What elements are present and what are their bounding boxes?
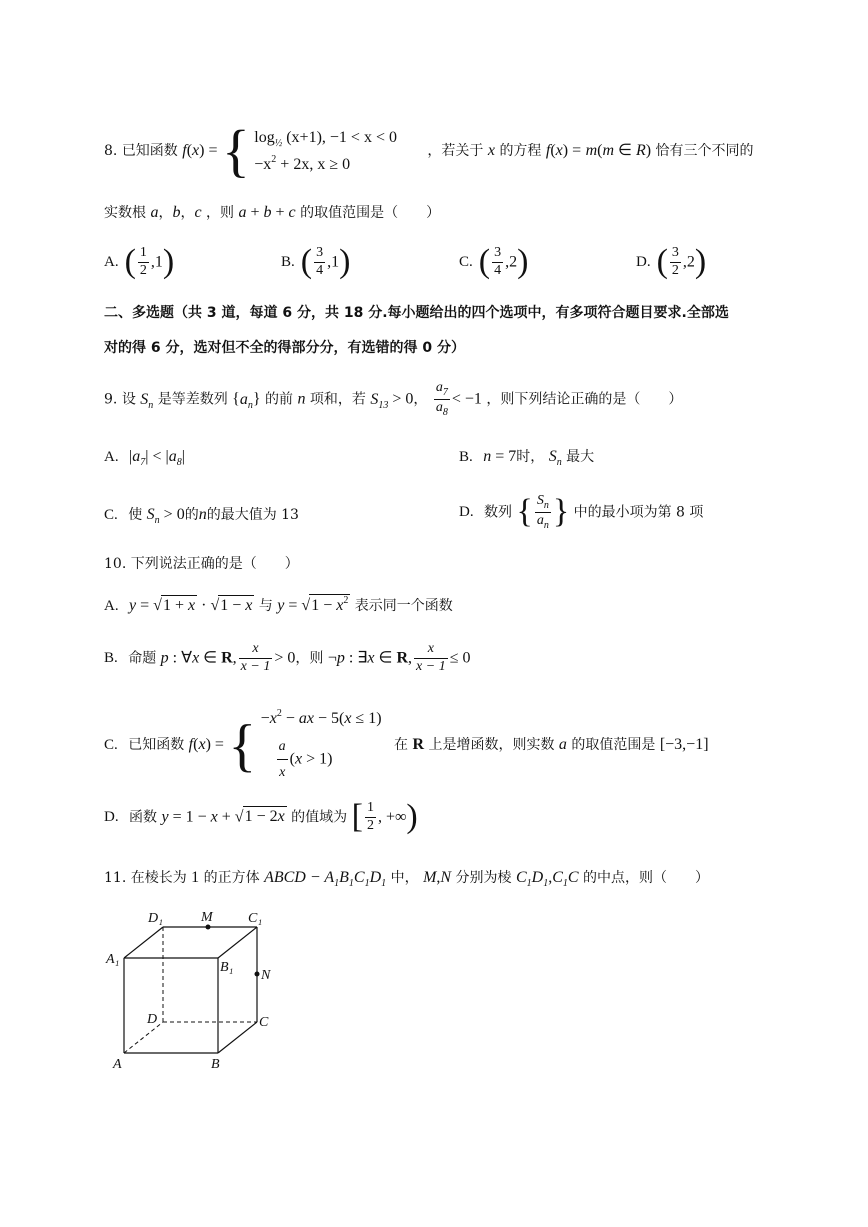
label-m: M	[201, 910, 213, 925]
edge-a-d	[124, 1022, 163, 1053]
q8-line2: 实数根 a，b，c ，则 a + b + c 的取值范围是（ ）	[104, 204, 441, 221]
q8-stem-a: 已知函数	[121, 142, 178, 159]
label-c1: C₁	[248, 911, 263, 926]
q8-piecewise: $\log_{\frac{1}{2}} (x+1)$, −1 < x < 0 $-x^2 + 2x$, x ≥ 0	[254, 128, 397, 173]
q8-piece1: log	[254, 128, 275, 146]
section2-line2: 对的得 6 分，选对但不全的得部分分，有选错的得 0 分）	[104, 340, 465, 356]
q9-option-d[interactable]: D. 数列 { $\frac{S_n}{a_n}$ } 中的最小项为第 8 项	[459, 492, 704, 531]
q8-stem-e: 实数根	[104, 205, 146, 221]
q9-option-b[interactable]: B. n = 7时， $S_n$ 最大	[459, 448, 595, 468]
q10-option-d[interactable]: D. 函数 y = 1 − x + √1 − 2x 的值域为 [ $\frac{1}{2}$ , +∞)	[104, 798, 418, 835]
q11-number: 11.	[104, 870, 127, 886]
q8-option-c[interactable]: C. ( $\frac{3}{4}$ ,2)	[459, 243, 529, 280]
q10-option-a[interactable]: A. y = √1 + x · √1 − x 与 $y = √1 - x^2$ 表示同一个函数	[104, 595, 453, 614]
q8-stem-d: 恰有三个不同的	[655, 142, 754, 159]
q9-option-a[interactable]: A. $|a_7| < |a_8|$	[104, 448, 185, 468]
q9-stem: 9. 设 $S_n$ 是等差数列 $\{a_n\}$ 的前 n 项和，若 $S_{13} > 0$， $\frac{a_7}{a_8}$ < −1 ，则下列结论正确的是（ ）	[104, 380, 683, 418]
edge-b-c	[218, 1022, 257, 1053]
label-c: C	[259, 1015, 269, 1030]
q10-stem: 10. 下列说法正确的是（ ）	[104, 556, 299, 572]
q8-option-a[interactable]: A. ( $\frac{1}{2}$ ,1)	[104, 243, 175, 280]
label-b: B	[211, 1057, 220, 1072]
q8-piece1-cond: (x+1), −1 < x < 0	[286, 128, 397, 146]
edge-a1-d1	[124, 927, 163, 958]
q8-piece2: −x	[254, 155, 272, 173]
q8-line1: 8. 已知函数 f(x) = { $\log_{\frac{1}{2}} (x+1)$, −1 < x < 0 $-x^2 + 2x$, x ≥ 0 ，若关于 x 的方程 f(x) = m(m ∈ R) 恰有三个不同的	[104, 118, 754, 183]
q8-option-d[interactable]: D. ( $\frac{3}{2}$ ,2)	[636, 243, 707, 280]
q8-stem-f: ，则	[206, 205, 235, 221]
label-a1: A₁	[106, 952, 120, 967]
label-d: D	[147, 1012, 158, 1027]
q10-number: 10.	[104, 556, 127, 572]
q11-stem: 11. 在棱长为 1 的正方体 ABCD − $A_1B_1C_1D_1$ 中， M,N 分别为棱 $C_1D_1,C_1C$ 的中点，则（ ）	[104, 869, 709, 889]
q8-stem-g: 的取值范围是（ ）	[300, 205, 441, 221]
cube-diagram	[100, 905, 300, 1075]
label-n: N	[261, 968, 271, 983]
q10-option-c[interactable]: C. 已知函数 f(x) = { $-x^2$ − ax − 5(x ≤ 1) $\frac{a}{x}$ (x > 1) 在 R 上是增函数，则实数 a 的取值范围是 [−3,−1]	[104, 708, 709, 780]
label-b1: B₁	[220, 960, 234, 975]
q8-number: 8.	[104, 142, 118, 159]
q9-option-c[interactable]: C. 使 $S_n > 0$的n的最大值为 13	[104, 506, 299, 526]
q8-piece2-tail: + 2x, x ≥ 0	[276, 155, 351, 173]
q8-stem-b: ，若关于	[427, 142, 484, 159]
q8-option-b[interactable]: B. ( $\frac{3}{4}$ ,1)	[281, 243, 351, 280]
section2-line1: 二、多选题（共 3 道，每道 6 分，共 18 分.每小题给出的四个选项中，有多项符合题目要求.全部选	[104, 305, 729, 321]
piecewise-brace: {	[221, 118, 250, 183]
q8-stem-c: 的方程	[499, 142, 542, 159]
edge-b1-c1	[218, 927, 257, 958]
q10-option-b[interactable]: B. 命题 p : ∀x ∈ R, $\frac{x}{x - 1}$ > 0，则 ¬p : ∃x ∈ R, $\frac{x}{x - 1}$ ≤ 0	[104, 641, 471, 674]
q9-number: 9.	[104, 391, 118, 408]
point-m	[206, 925, 211, 930]
point-n	[255, 972, 260, 977]
label-a: A	[113, 1057, 122, 1072]
label-d1: D₁	[148, 911, 163, 926]
